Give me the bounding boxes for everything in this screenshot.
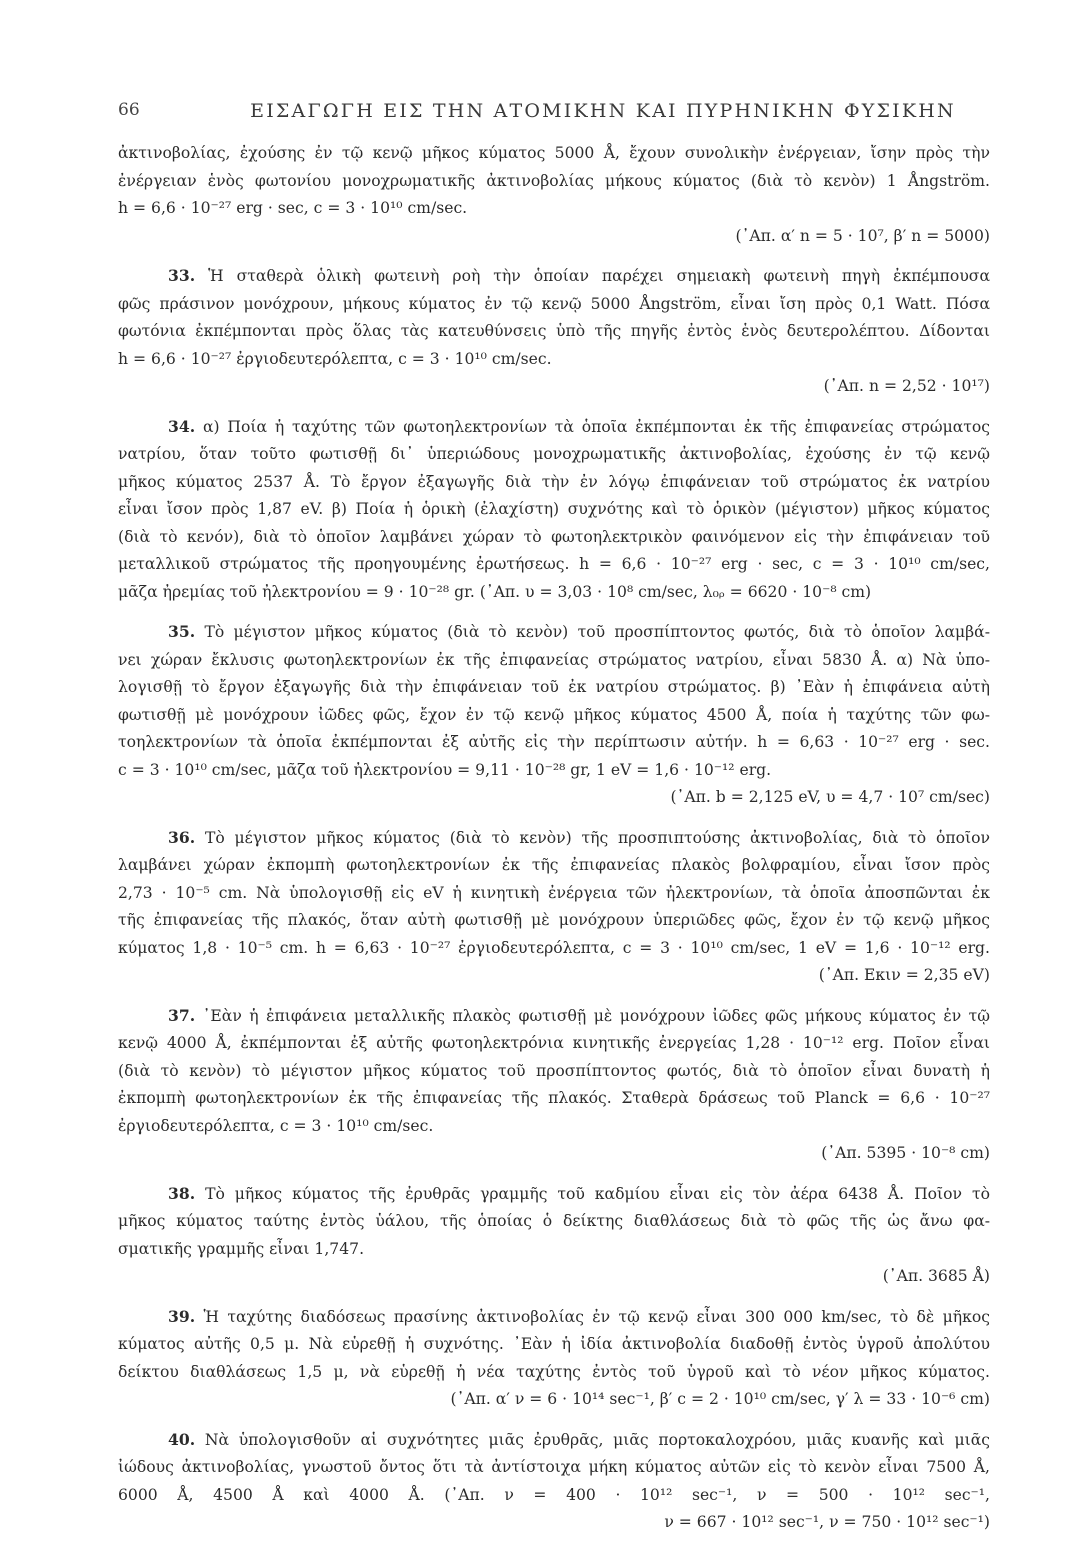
text-line: (᾿Απ. 5395 · 10⁻⁸ cm) <box>821 1144 990 1162</box>
text-line: φωτόνια ἐκπέμπονται πρὸς ὅλας τὰς κατευθύνσεις ὑπὸ τῆς πηγῆς ἐντὸς ἑνὸς δευτερολέπτου. Δίδονται <box>118 322 990 340</box>
text-line: 6000 Å, 4500 Å καὶ 4000 Å. (᾿Απ. ν = 400 · 10¹² sec⁻¹, ν = 500 · 10¹² sec⁻¹, <box>118 1485 990 1504</box>
text-line: ἐργιοδευτερόλεπτα, c = 3 · 10¹⁰ cm/sec. <box>118 1116 434 1135</box>
text-line: μῆκος κύματος 2537 Å. Τὸ ἔργον ἐξαγωγῆς διὰ τὴν ἐν λόγῳ ἐπιφάνειαν τοῦ στρώματος ἐκ νατρίου <box>118 472 990 491</box>
line-text: Νὰ ὑπολογισθοῦν αἱ συχνότητες μιᾶς ἐρυθρᾶς, μιᾶς πορτοκαλοχρόου, μιᾶς κυανῆς καὶ μιᾶς <box>204 1430 990 1449</box>
continued-paragraph <box>118 140 990 250</box>
exercise-36 <box>118 824 990 990</box>
text-line: μᾶζα ἠρεμίας τοῦ ἠλεκτρονίου = 9 · 10⁻²⁸ gr. (᾿Απ. υ = 3,03 · 10⁸ cm/sec, λ₀ᵨ = 6620 · 10⁻⁸ cm) <box>118 582 872 601</box>
exercise-number: 33. <box>168 266 196 285</box>
text-line: 2,73 · 10⁻⁵ cm. Νὰ ὑπολογισθῇ εἰς eV ἡ κινητικὴ ἐνέργεια τῶν ἠλεκτρονίων, τὰ ὁποῖα ἀποσπῶνται ἐκ <box>118 883 990 902</box>
text-line: λαμβάνει χώραν ἐκπομπὴ φωτοηλεκτρονίων ἐκ τῆς ἐπιφανείας πλακὸς βολφραμίου, εἶναι ἴσον πρὸς <box>118 856 990 874</box>
text-line: φωτισθῇ μὲ μονόχρουν ἰῶδες φῶς, ἔχον ἐν τῷ κενῷ μῆκος κύματος 4500 Å, ποία ἡ ταχύτης τῶν φω- <box>118 705 990 724</box>
text-line: (᾿Απ. n = 2,52 · 10¹⁷) <box>823 377 990 395</box>
text-line: σματικῆς γραμμῆς εἶναι 1,747. <box>118 1239 365 1258</box>
exercise-number: 40. <box>168 1429 196 1449</box>
exercise-number: 36. <box>168 827 196 847</box>
text-line: νει χώραν ἔκλυσις φωτοηλεκτρονίων ἐκ τῆς ἐπιφανείας στρώματος νατρίου, εἶναι 5830 Å. α) Νὰ ὑπο- <box>118 650 990 669</box>
text-line: λογισθῇ τὸ ἔργον ἐξαγωγῆς διὰ τὴν ἐπιφάνειαν τοῦ ἐκ νατρίου στρώματος. β) ᾿Εὰν ἡ ἐπιφάνεια αὐτὴ <box>118 678 990 696</box>
exercise-number: 35. <box>168 622 196 641</box>
text-line: ἐνέργειαν ἑνὸς φωτονίου μονοχρωματικῆς ἀκτινοβολίας μήκους κύματος (διὰ τὸ κενὸν) 1 Ångström. <box>118 171 990 190</box>
line-text: Τὸ μέγιστον μῆκος κύματος (διὰ τὸ κενὸν) τοῦ προσπίπτοντος φωτός, διὰ τὸ ὁποῖον λαμβά- <box>204 623 990 641</box>
line-text: Τὸ μῆκος κύματος τῆς ἐρυθρᾶς γραμμῆς τοῦ καδμίου εἶναι εἰς τὸν ἀέρα 6438 Å. Ποῖον τὸ <box>205 1184 990 1203</box>
text-line <box>118 1180 990 1209</box>
page-header <box>118 100 978 126</box>
text-line: h = 6,6 · 10⁻²⁷ erg · sec, c = 3 · 10¹⁰ cm/sec. <box>118 199 468 217</box>
text-line: ἐκπομπὴ φωτοηλεκτρονίων ἐκ τῆς ἐπιφανείας τῆς πλακός. Σταθερὰ δράσεως τοῦ Planck = 6,6 · 10⁻²⁷ <box>118 1089 990 1107</box>
text-line: ν = 667 · 10¹² sec⁻¹, ν = 750 · 10¹² sec⁻¹) <box>664 1513 990 1531</box>
line-text: Ἡ σταθερὰ ὁλικὴ φωτεινὴ ροὴ τὴν ὁποίαν παρέχει σημειακὴ φωτεινὴ πηγὴ ἐκπέμπουσα <box>208 267 990 285</box>
line-text: Ἡ ταχύτης διαδόσεως πρασίνης ἀκτινοβολίας ἐν τῷ κενῷ εἶναι 300 000 km/sec, τὸ δὲ μῆκος <box>203 1307 990 1326</box>
text-line <box>118 1303 990 1332</box>
exercise-38 <box>118 1180 990 1291</box>
exercise-number: 39. <box>168 1306 196 1326</box>
text-line <box>118 262 990 291</box>
page-number: 66 <box>118 100 140 120</box>
text-line: ἰώδους ἀκτινοβολίας, γνωστοῦ ὄντος ὅτι τὰ ἀντίστοιχα μήκη κύματος αὐτῶν εἰς τὸ κενὸν εἶναι 7500 Å, <box>118 1458 990 1476</box>
line-text: ᾿Εὰν ἡ ἐπιφάνεια μεταλλικῆς πλακὸς φωτισθῇ μὲ μονόχρουν ἰῶδες φῶς μήκους κύματος ἐν τῷ <box>202 1006 990 1025</box>
text-line: (᾿Απ. Eκιν = 2,35 eV) <box>818 966 990 984</box>
exercise-35 <box>118 618 990 812</box>
text-line: κύματος 1,8 · 10⁻⁵ cm. h = 6,63 · 10⁻²⁷ ἐργιοδευτερόλεπτα, c = 3 · 10¹⁰ cm/sec, 1 eV = 1,6 · 10⁻¹² erg. <box>118 938 990 957</box>
text-line: ἀκτινοβολίας, ἐχούσης ἐν τῷ κενῷ μῆκος κύματος 5000 Å, ἔχουν συνολικὴν ἐνέργειαν, ἴσην πρὸς τὴν <box>118 144 990 162</box>
text-line: εἶναι ἴσον πρὸς 1,87 eV. β) Ποία ἡ ὁρικὴ (ἐλαχίστη) συχνότης καὶ τὸ ὁρικὸν (μέγιστον) μῆκος κύματος <box>118 500 990 518</box>
exercise-number: 38. <box>168 1183 196 1203</box>
text-line: φῶς πράσινον μονόχρουν, μήκους κύματος ἐν τῷ κενῷ 5000 Ångström, εἶναι ἴση πρὸς 0,1 Watt. Πόσα <box>118 294 990 313</box>
text-line: (᾿Απ. b = 2,125 eV, υ = 4,7 · 10⁷ cm/sec) <box>670 788 990 806</box>
text-line: (διὰ τὸ κενὸν) τὸ μέγιστον μῆκος κύματος τοῦ προσπίπτοντος φωτός, διὰ τὸ ὁποῖον εἶναι δυνατὴ ἡ <box>118 1061 990 1080</box>
text-line: τοηλεκτρονίων τὰ ὁποῖα ἐκπέμπονται ἐξ αὐτῆς εἰς τὴν περίπτωσιν αὐτήν. h = 6,63 · 10⁻²⁷ erg · sec. <box>118 733 990 751</box>
text-line <box>118 413 990 442</box>
exercise-number: 34. <box>168 416 196 436</box>
text-line: (᾿Απ. 3685 Å) <box>882 1267 990 1285</box>
text-line <box>118 1426 990 1455</box>
text-line <box>118 618 990 647</box>
text-line: (διὰ τὸ κενόν), διὰ τὸ ὁποῖον λαμβάνει χώραν τὸ φωτοηλεκτρικὸν φαινόμενον εἰς τὴν ἐπιφάνειαν τοῦ <box>118 527 990 546</box>
text-line: c = 3 · 10¹⁰ cm/sec, μᾶζα τοῦ ἠλεκτρονίου = 9,11 · 10⁻²⁸ gr, 1 eV = 1,6 · 10⁻¹² erg. <box>118 760 772 779</box>
text-line: (᾿Απ. α′ ν = 6 · 10¹⁴ sec⁻¹, β′ c = 2 · 10¹⁰ cm/sec, γ′ λ = 33 · 10⁻⁶ cm) <box>450 1390 990 1408</box>
running-title: ΕΙΣΑΓΩΓΗ ΕΙΣ ΤΗΝ ΑΤΟΜΙΚΗΝ ΚΑΙ ΠΥΡΗΝΙΚΗΝ ΦΥΣΙΚΗΝ <box>250 100 956 122</box>
text-line <box>118 824 990 853</box>
exercise-39 <box>118 1303 990 1414</box>
text-line: μεταλλικοῦ στρώματος τῆς προηγουμένης ἐρωτήσεως. h = 6,6 · 10⁻²⁷ erg · sec, c = 3 · 10¹⁰ cm/sec, <box>118 555 990 573</box>
exercise-33 <box>118 262 990 401</box>
text-line: κενῷ 4000 Å, ἐκπέμπονται ἐξ αὐτῆς φωτοηλεκτρόνια κινητικῆς ἐνεργείας 1,28 · 10⁻¹² erg. Ποῖον εἶναι <box>118 1034 990 1052</box>
text-line: νατρίου, ὅταν τοῦτο φωτισθῇ δι᾿ ὑπεριώδους μονοχρωματικῆς ἀκτινοβολίας, ἐχούσης ἐν τῷ κενῷ <box>118 445 990 463</box>
line-text: Τὸ μέγιστον μῆκος κύματος (διὰ τὸ κενὸν) τῆς προσπιπτούσης ἀκτινοβολίας, διὰ τὸ ὁποῖον <box>204 828 990 847</box>
exercise-37 <box>118 1002 990 1168</box>
line-text: α) Ποία ἡ ταχύτης τῶν φωτοηλεκτρονίων τὰ ὁποῖα ἐκπέμπονται ἐκ τῆς ἐπιφανείας στρώματος <box>202 417 990 436</box>
text-line: (᾿Απ. α′ n = 5 · 10⁷, β′ n = 5000) <box>735 226 990 245</box>
text-line: κύματος αὐτῆς 0,5 μ. Νὰ εὑρεθῇ ἡ συχνότης. ᾿Εὰν ἡ ἰδία ἀκτινοβολία διαδοθῇ ἐντὸς ὑγροῦ ἀπολύτου <box>118 1335 990 1353</box>
exercise-34 <box>118 413 990 607</box>
exercise-number: 37. <box>168 1005 196 1025</box>
exercise-40 <box>118 1426 990 1537</box>
text-line <box>118 1002 990 1031</box>
text-line: τῆς ἐπιφανείας τῆς πλακός, ὅταν αὐτὴ φωτισθῇ μὲ μονόχρουν ὑπεριῶδες φῶς, ἔχον ἐν τῷ κενῷ μῆκος <box>118 911 990 929</box>
page-content <box>118 140 990 1549</box>
text-line: μῆκος κύματος ταύτης ἐντὸς ὑάλου, τῆς ὁποίας ὁ δείκτης διαθλάσεως διὰ τὸ φῶς τῆς ὡς ἄνω φα- <box>118 1212 990 1230</box>
text-line: h = 6,6 · 10⁻²⁷ ἐργιοδευτερόλεπτα, c = 3 · 10¹⁰ cm/sec. <box>118 349 552 368</box>
text-line: δείκτου διαθλάσεως 1,5 μ, νὰ εὑρεθῇ ἡ νέα ταχύτης ἐντὸς τοῦ ὑγροῦ καὶ τὸ νέον μῆκος κύματος. <box>118 1362 990 1381</box>
